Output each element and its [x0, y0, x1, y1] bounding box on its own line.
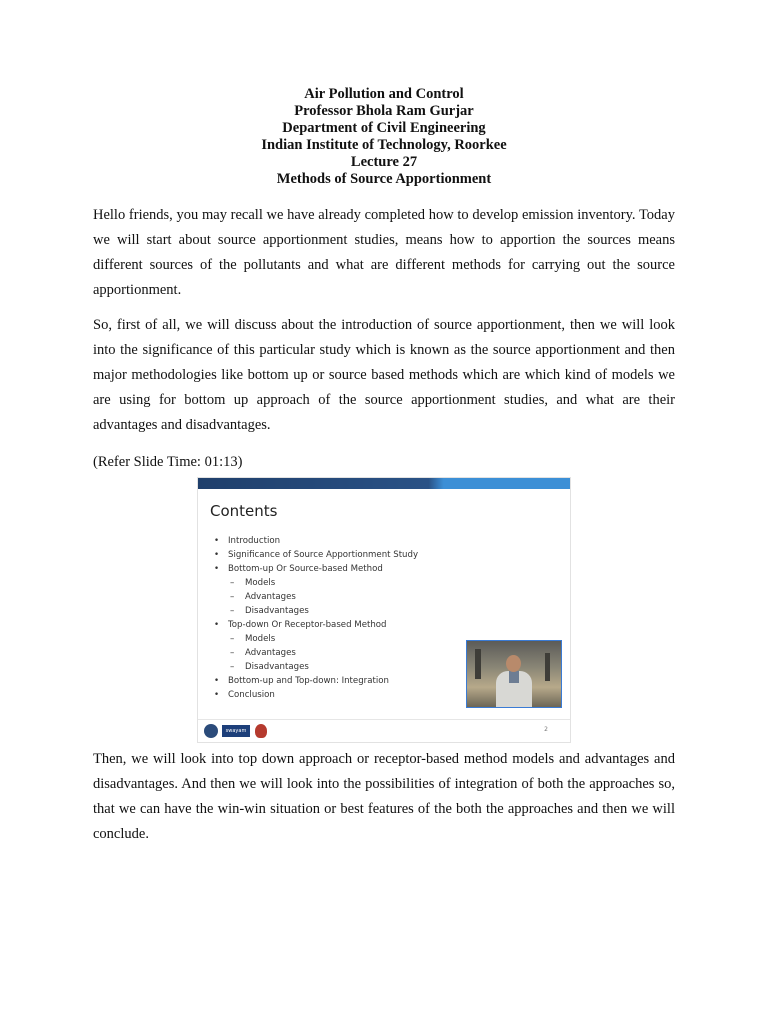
list-item: • Introduction [214, 536, 281, 546]
bullet-icon: • [214, 550, 220, 560]
bullet-icon: • [214, 620, 220, 630]
course-title: Air Pollution and Control [304, 86, 464, 102]
lecture-title: Methods of Source Apportionment [276, 171, 492, 187]
bullet-icon: • [214, 676, 220, 686]
slide-title: Contents [210, 502, 278, 520]
list-item: • Bottom-up and Top-down: Integration [214, 676, 389, 686]
lecture-slide-image [198, 478, 570, 742]
dash-icon: – [230, 606, 235, 616]
lecture-number: Lecture 27 [350, 154, 418, 170]
sub-list-item: – Disadvantages [230, 662, 309, 672]
paragraph-next-topics: Then, we will look into top down approach or receptor-based method models and advantages and disadvantages. And then we will look into the possibilities of integration of both the approaches so, that we can have the win-win situation or best features of the both the approaches and then we will conclude. [93, 751, 675, 842]
sub-list-item: – Models [230, 578, 276, 588]
presenter-video-thumbnail [466, 640, 562, 708]
nptel-logo-icon [204, 724, 218, 738]
bullet-icon: • [214, 536, 220, 546]
professor-name: Professor Bhola Ram Gurjar [294, 103, 474, 119]
list-item: • Significance of Source Apportionment Study [214, 550, 419, 560]
sub-list-item: – Disadvantages [230, 606, 309, 616]
sub-list-item: – Advantages [230, 648, 296, 658]
slide-page-number: 2 [544, 726, 548, 733]
sub-list-item: – Advantages [230, 592, 296, 602]
list-item: • Conclusion [214, 690, 275, 700]
slide-time-reference: (Refer Slide Time: 01:13) [93, 454, 243, 470]
slide-footer [198, 719, 570, 742]
dash-icon: – [230, 634, 235, 644]
bullet-icon: • [214, 564, 220, 574]
sub-list-item: – Models [230, 634, 276, 644]
institute: Indian Institute of Technology, Roorkee [261, 137, 507, 153]
dash-icon: – [230, 592, 235, 602]
paragraph-overview: So, first of all, we will discuss about the introduction of source apportionment, then we will look into the significance of this particular study which is known as the source apportionment and then major methodologies like bottom up or source based methods which are which kind of models we are using for bottom up approach of the source apportionment studies, and what are their advantages and disadvantages. [93, 317, 675, 433]
iit-logo-icon [255, 724, 267, 738]
slide-header-bar [198, 478, 570, 489]
swayam-logo-icon: swayam [222, 725, 250, 737]
paragraph-intro: Hello friends, you may recall we have already completed how to develop emission inventory. Today we will start about source apportionment studies, means how to apportion the sources means different sources of the pollutants and what are different methods for carrying out the source apportionment. [93, 207, 675, 298]
bullet-icon: • [214, 690, 220, 700]
dash-icon: – [230, 648, 235, 658]
document-header [0, 86, 768, 188]
dash-icon: – [230, 662, 235, 672]
department: Department of Civil Engineering [282, 120, 486, 136]
slide-contents-list [212, 534, 418, 702]
list-item: • Top-down Or Receptor-based Method [214, 620, 387, 630]
list-item: • Bottom-up Or Source-based Method [214, 564, 383, 574]
dash-icon: – [230, 578, 235, 588]
